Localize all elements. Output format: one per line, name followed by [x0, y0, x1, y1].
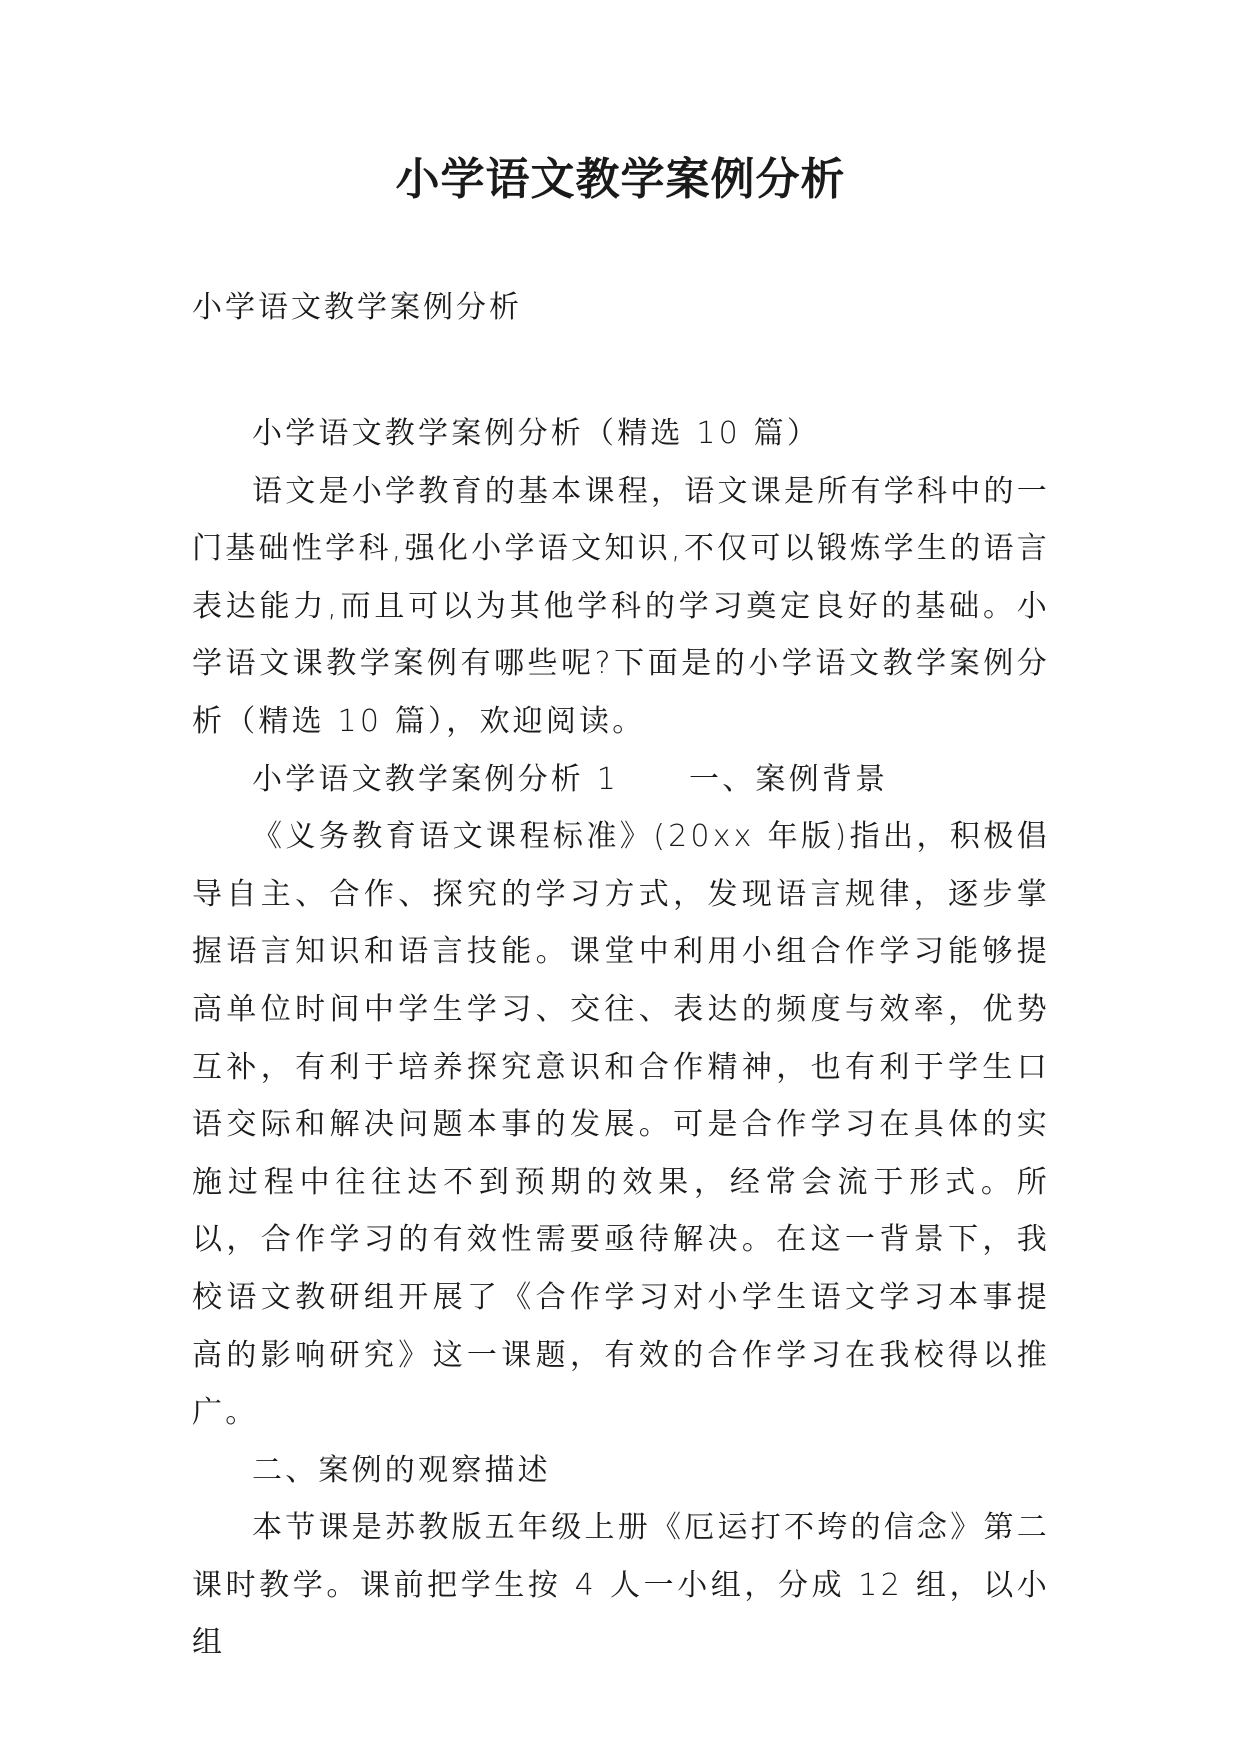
section-line: [192, 751, 1050, 809]
paragraph-heading: 小学语文教学案例分析（精选 10 篇）: [252, 416, 821, 451]
document-title: 小学语文教学案例分析: [395, 154, 846, 205]
paragraph-background: 《义务教育语文课程标准》(20xx 年版)指出，积极倡导自主、合作、探究的学习方式，发现语言规律，逐步掌握语言知识和语言技能。课堂中利用小组合作学习能够提高单位时间中学生学习、交往、表达的频度与效率，优势互补，有利于培养探究意识和合作精神，也有利于学生口语交际和解决问题本事的发展。可是合作学习在具体的实施过程中往往达不到预期的效果，经常会流于形式。所以，合作学习的有效性需要亟待解决。在这一背景下，我校语文教研组开展了《合作学习对小学生语文学习本事提高的影响研究》这一课题，有效的合作学习在我校得以推广。: [192, 819, 1050, 1431]
section-heading-observation: 二、案例的观察描述: [252, 1452, 551, 1488]
document-body: [192, 405, 1050, 1672]
document-subtitle: 小学语文教学案例分析: [192, 290, 522, 325]
section-case-title: 小学语文教学案例分析 1: [252, 761, 620, 797]
section-heading-background: 一、案例背景: [689, 761, 889, 797]
paragraph-intro: 语文是小学教育的基本课程，语文课是所有学科中的一门基础性学科,强化小学语文知识,不仅可以锻炼学生的语言表达能力,而且可以为其他学科的学习奠定良好的基础。小学语文课教学案例有哪些呢?下面是的小学语文教学案例分析（精选 10 篇），欢迎阅读。: [192, 473, 1050, 739]
paragraph-observation: 本节课是苏教版五年级上册《厄运打不垮的信念》第二课时教学。课前把学生按 4 人一小组，分成 12 组，以小组: [192, 1510, 1050, 1661]
